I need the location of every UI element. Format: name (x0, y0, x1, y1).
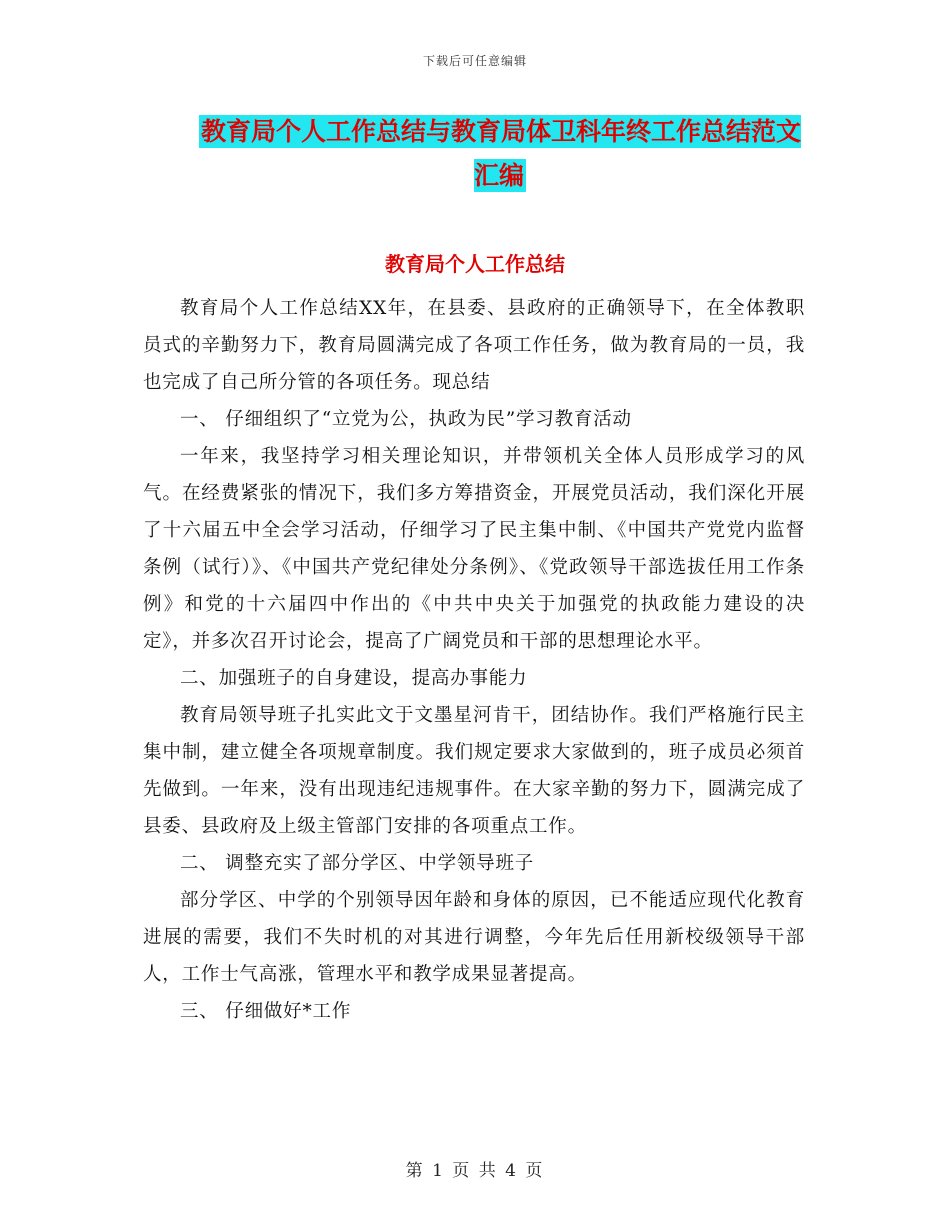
subheading: 一、 仔细组织了“立党为公，执政为民”学习教育活动 (180, 409, 632, 430)
subheading: 三、 仔细做好*工作 (180, 1001, 352, 1022)
header-note: 下载后可任意编辑 (422, 54, 527, 68)
paragraph: 一年来，我坚持学习相关理论知识，并带领机关全体人员形成学习的风气。在经费紧张的情况下，我们多方筹措资金，开展党员活动，我们深化开展了十六届五中全会学习活动，仔细学习了民主集中制、《中国共产党党内监督条例（试行）》、《中国共产党纪律处分条例》、《党政领导干部选拔任用工作条例》和党的十六届四中作出的《中共中央关于加强党的执政能力建设的决定》，并多次召开讨论会，提高了广阔党员和干部的思想理论水平。 (143, 446, 805, 652)
paragraph: 教育局领导班子扎实此文于文墨星河肯干，团结协作。我们严格施行民主集中制，建立健全各项规章制度。我们规定要求大家做到的，班子成员必须首先做到。一年来，没有出现违纪违规事件。在大家辛勤的努力下，圆满完成了县委、县政府及上级主管部门安排的各项重点工作。 (143, 705, 805, 837)
paragraph: 部分学区、中学的个别领导因年龄和身体的原因，已不能适应现代化教育进展的需要，我们不失时机的对其进行调整，今年先后任用新校级领导干部人，工作士气高涨，管理水平和教学成果显著提高。 (143, 890, 805, 985)
document-body (143, 290, 805, 1030)
document-title (190, 110, 810, 198)
document-title-text: 教育局个人工作总结与教育局体卫科年终工作总结范文汇编 (200, 117, 801, 190)
section-heading: 教育局个人工作总结 (385, 252, 565, 276)
subheading: 二、加强班子的自身建设，提高办事能力 (180, 668, 528, 689)
page-number: 第 1 页 共 4 页 (405, 1161, 545, 1181)
subheading: 二、 调整充实了部分学区、中学领导班子 (180, 853, 535, 874)
paragraph: 教育局个人工作总结XX年，在县委、县政府的正确领导下，在全体教职员式的辛勤努力下，教育局圆满完成了各项工作任务，做为教育局的一员，我也完成了自己所分管的各项任务。现总结 (143, 298, 805, 393)
